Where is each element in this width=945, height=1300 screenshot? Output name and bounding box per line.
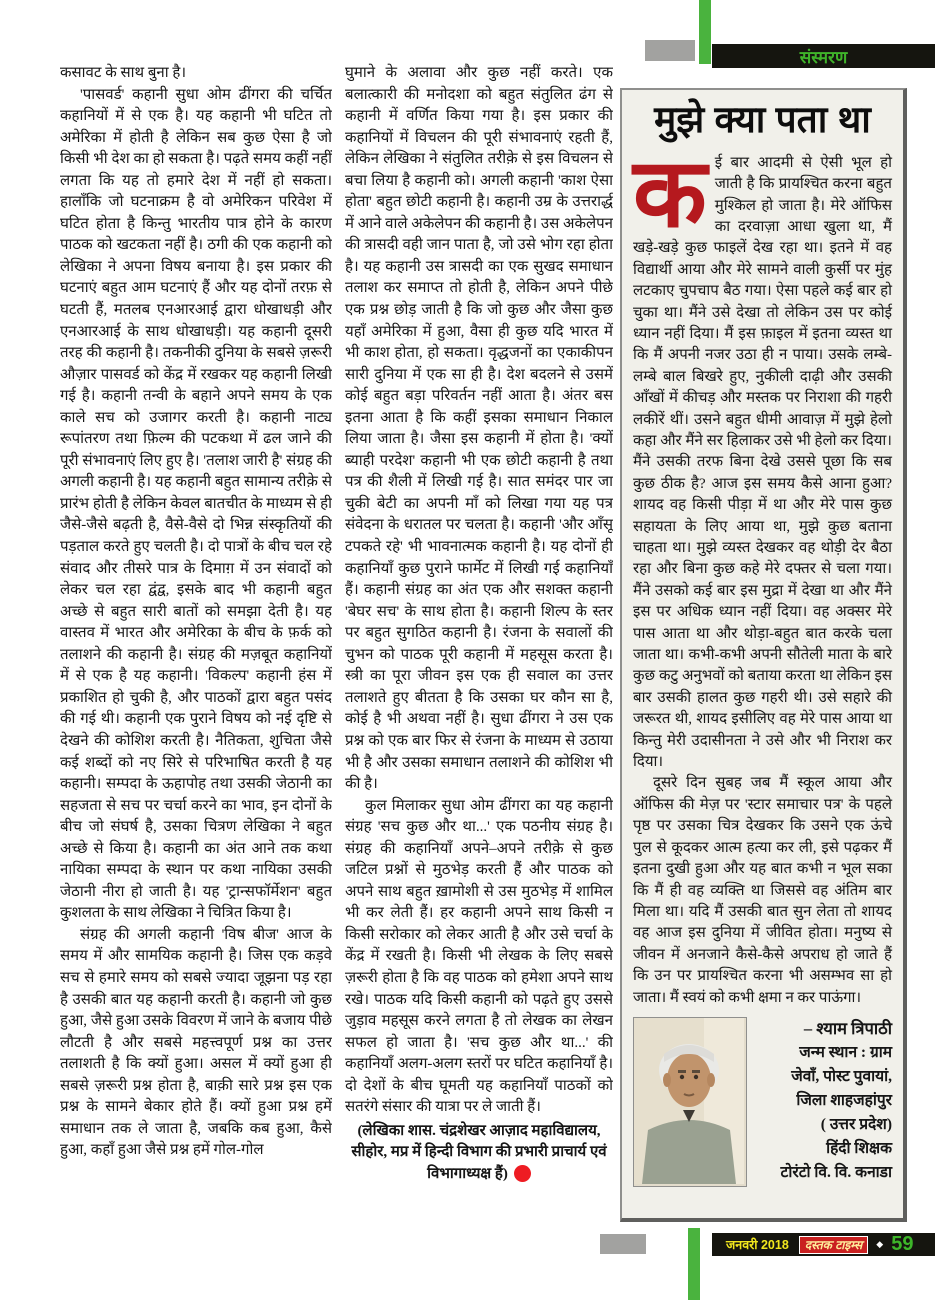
paragraph: कसावट के साथ बुना है। (60, 65, 187, 81)
magazine-logo: दस्तक टाइम्स (799, 1236, 869, 1254)
footer-bar (712, 1233, 935, 1256)
author-info-line: ( उत्तर प्रदेश) (820, 1115, 892, 1133)
memoir-title: मुझे क्या पता था (654, 99, 871, 140)
paragraph-text: ई बार आदमी से ऐसी भूल हो जाती है कि प्रायश्चित करना बहुत मुश्किल हो जाता है। मेरे ऑफिस का दरवाज़ा आधा खुला था, मैं खड़े-खड़े कुछ फाइलें देख रहा था। इतने में वह विद्यार्थी आया और मेरे सामने वाली कुर्सी पर मुंह लटकाए चुपचाप बैठ गया। ऐसा पहले कई बार हो चुका था। मैंने उसे देखा तो लेकिन उस पर कोई ध्यान नहीं दिया। मैं इस फ़ाइल में इतना व्यस्त था कि मैं अपनी नजर उठा ही न पाया। उसके लम्बे-लम्बे बाल बिखरे हुए, नुकीली दाढ़ी और उसकी आँखों में कीचड़ और मस्तक पर निराशा की गहरी लकीरें थीं। उसने बहुत धीमी आवाज़ में मुझे हेलो कहा और मैंने सर हिलाकर उसे भी हेलो कर दिया। मैंने उसकी तरफ बिना देखे उससे पूछा कि सब कुछ ठीक है? आज इस समय कैसे आना हुआ? शायद वह किसी पीड़ा में था और मेरे पास कुछ सहायता के लिए आया था, मुझे कुछ बताना चाहता था। मुझे व्यस्त देखकर वह थोड़ी देर बैठा रहा और बिना कुछ कहे मेरे दफ्तर से चला गया। मैंने उसको कई बार इस मुद्रा में देखा था और मैंने इस पर अधिक ध्यान नहीं दिया। वह अक्सर मेरे पास आता था और थोड़ा-बहुत बात करके चला जाता था। कभी-कभी अपनी सौतेली माता के बारे कुछ कटु अनुभवों को बताया करता था लेकिन इस बार उसकी हालत कुछ गहरी थी। उसे सहारे की जरूरत थी, शायद इसीलिए वह मेरे पास आया था किन्तु मेरी उदासीनता ने उसे और भी निराश कर दिया। (633, 154, 892, 771)
paragraph: संग्रह की अगली कहानी 'विष बीज' आज के समय में और सामयिक कहानी है। जिस एक कड़वे सच से हमारे समय को सबसे ज्यादा जूझना पड़ रहा है उसकी बात यह कहानी करती है। कहानी जो कुछ हुआ, जैसे हुआ उसके विवरण में जाने के बजाय पीछे लौटती है और सबसे महत्त्वपूर्ण प्रश्न का उत्तर तलाशती है कि क्यों हुआ। असल में क्यों हुआ ही सबसे ज़रूरी प्रश्न होता है, बाक़ी सारे प्रश्न इस एक प्रश्न के सामने बेकार होते हैं। क्यों हुआ प्रश्न हमें समाधान तक ले जाता है, जबकि कब हुआ, कैसे हुआ, कहाँ हुआ जैसे प्रश्न हमें गोल-गोल (60, 926, 332, 1159)
green-accent-bar-top (699, 0, 711, 64)
author-info-line: जन्म स्थान : ग्राम (799, 1043, 892, 1061)
memoir-body (633, 139, 892, 1009)
author-info-line: जिला शाहजहांपुर (796, 1091, 892, 1109)
memoir-box (620, 88, 907, 1222)
gray-block-top (645, 40, 695, 61)
paragraph: 'पासवर्ड' कहानी सुधा ओम ढींगरा की चर्चित कहानियों में से एक है। यह कहानी भी घटित तो अमेरिका में होती है लेकिन सब कुछ ऐसा है जो किसी भी देश का हो सकता है। पढ़ते समय कहीं नहीं लगता कि यह तो हमारे देश में नहीं हो सकता। हालाँकि जो घटनाक्रम है वो अमेरिकन परिवेश में घटित होता है किन्तु भारतीय पात्र होने के कारण पाठक को खटकता नहीं है। ठगी की एक कहानी को लेखिका ने अपना विषय बनाया है। इस प्रकार की घटनाएं बहुत आम घटनाएं हैं और यह दोनों तरफ़ से घटती हैं, मतलब एनआरआई द्वारा धोखाधड़ी और एनआरआई के साथ धोखाधड़ी। यह कहानी दूसरी तरह की कहानी है। तकनीकी दुनिया के सबसे ज़रूरी औज़ार पासवर्ड को केंद्र में रखकर यह कहानी लिखी गई है। कहानी तन्वी के बहाने अपने समय के एक काले सच को उजागर करती है। कहानी नाट्य रूपांतरण तथा फ़िल्म की पटकथा में ढल जाने की पूरी संभावनाएं लिए हुए है। 'तलाश जारी है' संग्रह की अगली कहानी है। यह कहानी बहुत सामान्य तरीक़े से प्रारंभ होती है लेकिन केवल बातचीत के माध्यम से ही जैसे-जैसे बढ़ती है, वैसे-वैसे दो भिन्न संस्कृतियों की पड़ताल करते हुए चलती है। दो पात्रों के बीच चल रहे संवाद और तीसरे पात्र के दिमाग़ में उन संवादों को लेकर चल रहा द्वंद्व, इसके बाद भी कहानी बहुत अच्छे से बहुत सारी बातों को समझा देती है। यह वास्तव में भारत और अमेरिका के बीच के फ़र्क को तलाशने की कहानी है। संग्रह की मज़बूत कहानियों में से एक है यह कहानी। 'विकल्प' कहानी हंस में प्रकाशित हो चुकी है, और पाठकों द्वारा बहुत पसंद की गई थी। कहानी एक पुराने विषय को नई दृष्टि से देखने की कोशिश करती है। नैतिकता, शुचिता जैसे कई शब्दों को नए सिरे से परिभाषित करती है यह कहानी। सम्पदा के ऊहापोह तथा उसकी जेठानी का सहजता से सच पर चर्चा करने का भाव, इन दोनों के बीच जो संघर्ष है, उसका चित्रण लेखिका ने बहुत अच्छे से किया है। कहानी का अंत आने तक कथा नायिका सम्पदा के स्थान पर कथा नायिका उसकी जेठानी नीरा हो जाती है। यह 'ट्रान्सफॉर्मेशन' बहुत कुशलता के साथ लेखिका ने चित्रित किया है। (60, 86, 332, 922)
author-block (633, 1017, 892, 1187)
paragraph: घुमाने के अलावा और कुछ नहीं करते। एक बलात्कारी की मनोदशा को बहुत संतुलित ढंग से कहानी में वर्णित किया गया है। इस प्रकार की कहानियों में विचलन की पूरी संभावनाएं रहती हैं, लेकिन लेखिका ने संतुलित तरीक़े से इस विचलन से बचा लिया है कहानी को। अगली कहानी 'काश ऐसा होता' बहुत छोटी कहानी है। कहानी उम्र के उत्तरार्द्ध में आने वाले अकेलेपन की कहानी है। उस अकेलेपन की त्रासदी वही जान पाता है, जो उसे भोग रहा होता है। यह कहानी उस त्रासदी का एक सुखद समाधान तलाश कर समाप्त तो होती है, लेकिन अपने पीछे एक प्रश्न छोड़ जाती है कि जो कुछ और जैसा कुछ यहाँ अमेरिका में हुआ, वैसा ही कुछ यदि भारत में भी काश होता, हो सकता। वृद्धजनों का एकाकीपन सारी दुनिया में एक सा ही है। देश बदलने से उसमें कोई बहुत बड़ा परिवर्तन नहीं आता है। अंतर बस इतना आता है कि कहीं इसका समाधान निकाल लिया जाता है। जैसा इस कहानी में होता है। 'क्यों ब्याही परदेश' कहानी भी एक छोटी कहानी है तथा पत्र की शैली में लिखी गई है। सात समंदर पार जा चुकी बेटी का अपनी माँ को लिखा गया यह पत्र संवेदना के धरातल पर चलता है। कहानी 'और आँसू टपकते रहे' भी भावनात्मक कहानी है। यह दोनों ही कहानियाँ कुछ पुराने फार्मेट में लिखी गई कहानियाँ हैं। कहानी संग्रह का अंत एक और सशक्त कहानी 'बेघर सच' के साथ होता है। कहानी शिल्प के स्तर पर बहुत सुगठित कहानी है। रंजना के सवालों की चुभन को पाठक पूरी कहानी में महसूस करता है। स्त्री का पूरा जीवन इस एक ही सवाल का उत्तर तलाशते हुए बीतता है कि उसका घर कौन सा है, कोई है भी अथवा नहीं है। सुधा ढींगरा ने उस एक प्रश्न को एक बार फिर से रंजना के माध्यम से उठाया भी है और उसका समाधान तलाशने की कोशिश भी की है। (345, 65, 613, 793)
section-header-bar (712, 44, 935, 68)
gray-block-bottom (600, 1234, 646, 1254)
paragraph (633, 139, 892, 774)
author-info-line: टोरंटो वि. वि. कनाडा (780, 1163, 892, 1181)
reviewer-credit (345, 1121, 613, 1186)
drop-cap: क (633, 139, 707, 247)
review-column-2 (345, 63, 613, 1255)
portrait-illustration (634, 1018, 744, 1184)
author-name: – श्याम त्रिपाठी (803, 1018, 892, 1038)
author-info-line: जेवाँ, पोस्ट पुवायां, (791, 1067, 892, 1085)
page-number: 59 (891, 1233, 914, 1255)
green-accent-bar-bottom (688, 1228, 700, 1300)
paragraph: दूसरे दिन सुबह जब मैं स्कूल आया और ऑफिस की मेज़ पर 'स्टार समाचार पत्र' के पहले पृष्ठ पर उसका चित्र देखकर कि उसने एक ऊंचे पुल से कूदकर आत्म हत्या कर ली, इसे पढ़कर मैं इतना दुखी हुआ और यह बात कभी न भूल सका कि मैं ही वह व्यक्ति था जिससे वह अंतिम बार मिला था। यदि मैं उसकी बात सुन लेता तो शायद वह आज इस दुनिया में जीवित होता। मनुष्य से जीवन में अनजाने कैसे-कैसे अपराध हो जाते हैं कि उन पर प्रायश्चित करना भी असम्भव सा हो जाता। मैं स्वयं को कभी क्षमा न कर पाऊंगा। (633, 775, 892, 1006)
author-info-line: हिंदी शिक्षक (826, 1139, 892, 1157)
author-info (747, 1017, 892, 1185)
section-label: संस्मरण (799, 47, 848, 67)
paragraph: कुल मिलाकर सुधा ओम ढींगरा का यह कहानी संग्रह 'सच कुछ और था...' एक पठनीय संग्रह है। संग्रह की कहानियाँ अपने–अपने तरीक़े से कुछ जटिल प्रश्नों से मुठभेड़ करती हैं और पाठक को अपने साथ बहुत ख़ामोशी से उस मुठभेड़ में शामिल भी कर लेती हैं। हर कहानी अपने साथ किसी न किसी सरोकार को लेकर आती है और उसे चर्चा के केंद्र में रखती है। किसी भी लेखक के लिए सबसे ज़रूरी होता है कि वह पाठक को हमेशा अपने साथ रखे। पाठक यदि किसी कहानी को पढ़ते हुए उससे जुड़ाव महसूस करने लगता है तो लेखक का लेखन सफल हो जाता है। 'सच कुछ और था...' की कहानियाँ अलग-अलग स्तरों पर घटित कहानियाँ है। दो देशों के बीच घूमती यह कहानियाँ पाठकों को सतरंगे संसार की यात्रा पर ले जाती हैं। (345, 797, 613, 1116)
author-photo (633, 1017, 747, 1187)
review-column-1 (60, 63, 332, 1216)
end-bullet-icon (514, 1165, 531, 1182)
footer-date: जनवरी 2018 (726, 1238, 789, 1252)
footer-diamond-icon: ◆ (876, 1239, 884, 1249)
reviewer-credit-text: (लेखिका शास. चंद्रशेखर आज़ाद महाविद्यालय, सीहोर, मप्र में हिन्दी विभाग की प्रभारी प्राचार्य एवं विभागाध्यक्ष हैं) (351, 1122, 607, 1182)
